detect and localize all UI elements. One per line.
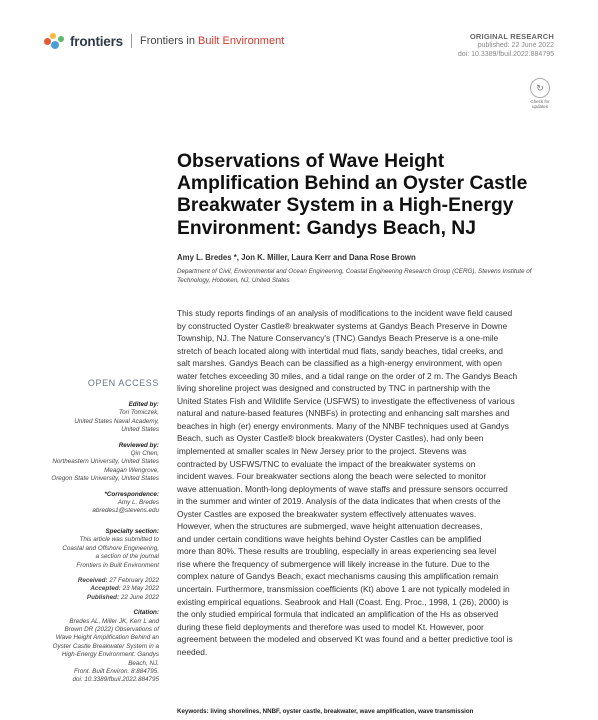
date-row bbox=[30, 585, 159, 593]
abstract-line: wave attenuation. Month-long deployments of wave staffs and pressure sensors occurred bbox=[177, 483, 508, 494]
abstract-line: This study reports findings of an analysis of modifications to the incident wave field caused bbox=[177, 308, 513, 318]
abstract-line: rise where the frequency of submergence will likely increase in the future. Due to the bbox=[177, 558, 490, 569]
specialty-line: This article was submitted to bbox=[79, 536, 159, 544]
editor-line[interactable]: Tori Tomiczek, bbox=[118, 409, 159, 417]
article-info-sidebar bbox=[30, 401, 159, 685]
date-value: 23 May 2022 bbox=[122, 585, 159, 593]
citation-line[interactable]: doi: 10.3389/fbuil.2022.884795 bbox=[72, 676, 159, 684]
abstract-line: contracted by USFWS/TNC to evaluate the impact of the breakwater systems on bbox=[177, 458, 476, 469]
check-updates-icon: ↻ bbox=[530, 78, 550, 98]
abstract-line: Township, NJ. The Nature Conservancy's (TNC) Gandys Beach Preserve is a one-mile bbox=[177, 333, 499, 344]
edited-by-heading: Edited by: bbox=[128, 401, 159, 408]
citation-line: High-Energy Environment: Gandys bbox=[61, 651, 159, 659]
abstract-line: and under certain conditions wave heights behind Oyster Castles can be amplified bbox=[177, 533, 482, 544]
published-date: published: 22 June 2022 bbox=[477, 42, 554, 49]
open-access-label: OPEN ACCESS bbox=[87, 378, 159, 388]
citation-line: Wave Height Amplification Behind an bbox=[55, 634, 159, 642]
abstract bbox=[177, 307, 554, 658]
citation-line: Oyster Castle Breakwater System in a bbox=[52, 642, 159, 650]
editor-line: United States bbox=[121, 426, 159, 434]
abstract-line: agreement between the modeled and observed Kt was found and a better predictive tool is bbox=[177, 634, 513, 645]
editor-block bbox=[30, 409, 159, 434]
title-line: Observations of Wave Height bbox=[177, 151, 445, 172]
correspondence-line: Amy L. Bredes bbox=[117, 499, 159, 507]
correspondence-heading: *Correspondence: bbox=[104, 490, 159, 498]
reviewer-line: Oregon State University, United States bbox=[51, 475, 159, 483]
title-line: Breakwater System in a High-Energy bbox=[177, 195, 514, 217]
abstract-line: the only studied empirical formula that indicated an amplification of the Hs as observed bbox=[177, 609, 499, 620]
reviewer-line[interactable]: Qin Chen, bbox=[130, 450, 159, 458]
specialty-heading: Specialty section: bbox=[105, 527, 159, 535]
keywords-label: Keywords: bbox=[177, 708, 209, 715]
abstract-line: beaches in high (er) energy environments. Many of the NNBF techniques used at Gandys bbox=[177, 420, 509, 431]
dates-block bbox=[30, 577, 159, 602]
specialty-line: a section of the journal bbox=[95, 553, 159, 561]
date-row bbox=[30, 577, 159, 585]
title-line: Amplification Behind an Oyster Castle bbox=[177, 173, 528, 195]
correspondence-block bbox=[30, 499, 159, 516]
abstract-line: in the summer and winter of 2019. Analysis of the data indicates that when crests of the bbox=[177, 496, 501, 507]
date-row bbox=[30, 594, 159, 602]
abstract-line: needed. bbox=[177, 646, 208, 657]
date-value: 22 June 2022 bbox=[120, 593, 159, 601]
frontiers-dots-icon bbox=[44, 33, 66, 49]
brand-name: frontiers bbox=[70, 33, 123, 49]
date-label: Accepted: bbox=[90, 585, 121, 593]
specialty-line: Coastal and Offshore Engineering, bbox=[62, 544, 159, 552]
author-list[interactable]: Amy L. Bredes *, Jon K. Miller, Laura Kerr and Dana Rose Brown bbox=[177, 253, 416, 262]
doi-link[interactable]: doi: 10.3389/fbuil.2022.884795 bbox=[457, 51, 554, 58]
reviewer-block bbox=[30, 450, 159, 484]
abstract-line: more than 80%. These results are troubling, especially in areas experiencing sea level bbox=[177, 546, 497, 557]
abstract-line: during these field deployments and therefore was used to model Kt. However, poor bbox=[177, 621, 484, 632]
abstract-line: uncertain. Furthermore, transmission coefficients (Kt) above 1 are not typically modeled in bbox=[177, 584, 510, 595]
check-for-updates-button[interactable] bbox=[528, 78, 552, 109]
date-label: Published: bbox=[86, 593, 120, 601]
citation-heading: Citation: bbox=[133, 609, 159, 617]
citation-line: Front. Built Environ. 8:884795. bbox=[73, 667, 159, 675]
abstract-line: existing empirical equations. Seabrook and Hall (Coast. Eng. Proc., 1998, 1 (26), 2000) is bbox=[177, 596, 509, 607]
citation-line: Beach, NJ. bbox=[128, 659, 159, 667]
abstract-line: stretch of beach located along with intertidal mud flats, sandy beaches, tidal creeks, and bbox=[177, 345, 503, 356]
abstract-line: However, when the structures are submerged, wave height attenuation decreases, bbox=[177, 521, 483, 532]
abstract-line: implemented at smaller scales in New Jersey prior to the project. Stevens was bbox=[177, 446, 467, 457]
affiliation-line: Technology, Hoboken, NJ, United States bbox=[177, 276, 290, 284]
abstract-line: Beach, such as Oyster Castle® block breakwaters (Oyster Castles), had only been bbox=[177, 433, 484, 444]
citation-line: Brown DR (2022) Observations of bbox=[64, 625, 159, 633]
citation-line: Bredes AL, Miller JK, Kerr L and bbox=[69, 617, 159, 625]
correspondence-line[interactable]: abredes1@stevens.edu bbox=[92, 507, 159, 515]
editor-line: United States Naval Academy, bbox=[74, 417, 159, 425]
specialty-block bbox=[30, 536, 159, 570]
abstract-line: natural and nature-based features (NNBFs) in protecting and enhancing salt marshes and bbox=[177, 408, 510, 419]
header-divider bbox=[131, 34, 132, 48]
abstract-line: living shoreline project was designed and constructed by TNC in partnership with the bbox=[177, 383, 491, 394]
keywords-list: living shorelines, NNBF, oyster castle, breakwater, wave amplification, wave transmission bbox=[210, 708, 474, 715]
abstract-line: incident waves. Four breakwater sections along the beach were selected to monitor bbox=[177, 471, 487, 482]
abstract-line: water fetches exceeding 30 miles, and a tidal range on the order of 2 m. The Gandys Beach bbox=[177, 370, 518, 381]
keywords bbox=[177, 708, 473, 715]
date-value: 27 February 2022 bbox=[109, 576, 159, 584]
article-type: ORIGINAL RESEARCH bbox=[469, 32, 554, 41]
abstract-line: United States Fish and Wildlife Service (USFWS) to investigate the effectiveness of various bbox=[177, 395, 515, 406]
abstract-line: complex nature of Gandys Beach, exact mechanisms causing this amplification remain bbox=[177, 571, 499, 582]
reviewed-by-heading: Reviewed by: bbox=[118, 441, 159, 449]
frontiers-logo[interactable] bbox=[44, 33, 284, 49]
title-line: Environment: Gandys Beach, NJ bbox=[177, 217, 476, 239]
check-updates-label: Check for updates bbox=[530, 99, 550, 109]
reviewer-line: Northeastern University, United States bbox=[52, 458, 159, 466]
date-label: Received: bbox=[77, 576, 108, 584]
affiliation bbox=[177, 268, 557, 285]
reviewer-line[interactable]: Meagan Wengrove, bbox=[104, 466, 159, 474]
article-meta bbox=[458, 32, 554, 59]
article-title bbox=[177, 151, 577, 240]
affiliation-line: Department of Civil, Environmental and Ocean Engineering, Coastal Engineering Research Group (CERG), Stevens Institute of bbox=[177, 268, 532, 275]
journal-name[interactable]: Frontiers in Built Environment bbox=[139, 35, 285, 47]
specialty-line: Frontiers in Built Environment bbox=[76, 561, 159, 569]
abstract-line: Oyster Castles are exposed the breakwater system effectively attenuates waves. bbox=[177, 508, 477, 519]
abstract-line: by constructed Oyster Castle® breakwater systems at Gandys Beach Preserve in Downe bbox=[177, 320, 508, 331]
abstract-line: salt marshes. Gandys Beach can be classified as a high-energy environment, with open bbox=[177, 358, 502, 369]
citation-block bbox=[30, 618, 159, 685]
